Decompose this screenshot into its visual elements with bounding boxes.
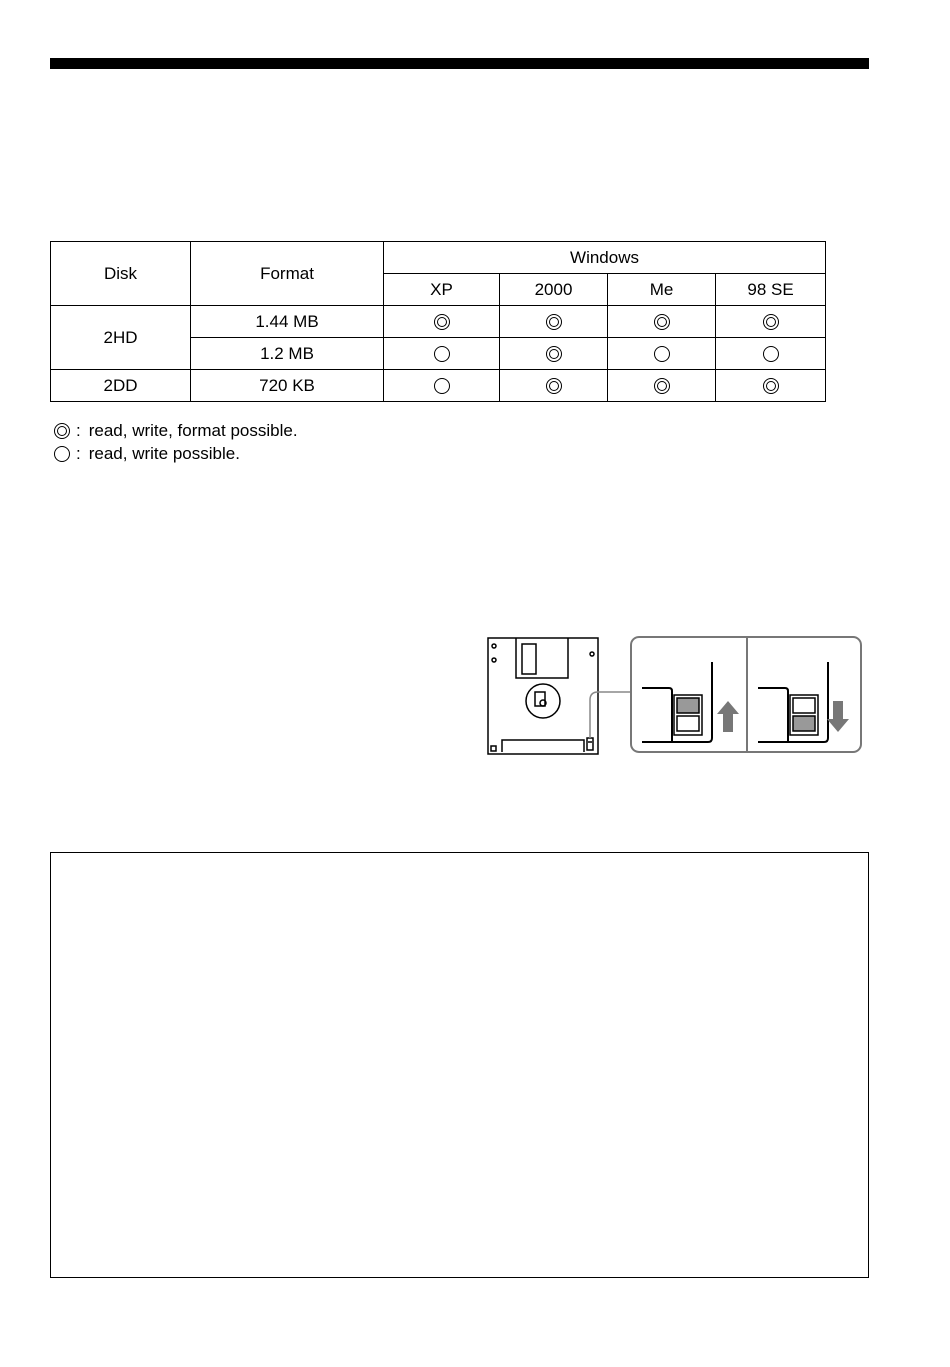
legend-colon: : <box>76 444 81 463</box>
support-cell <box>608 306 716 338</box>
double-circle-icon <box>434 314 450 330</box>
double-circle-icon <box>763 378 779 394</box>
circle-icon <box>434 378 450 394</box>
table-row <box>51 370 826 402</box>
support-cell <box>716 306 826 338</box>
double-circle-icon <box>763 314 779 330</box>
circle-icon <box>434 346 450 362</box>
support-cell <box>500 306 608 338</box>
double-circle-icon <box>546 346 562 362</box>
disk-cell: 2HD <box>51 306 191 370</box>
top-rule <box>50 58 869 69</box>
note-box <box>50 852 869 1278</box>
double-circle-icon <box>654 314 670 330</box>
double-circle-icon <box>54 423 70 439</box>
support-cell <box>384 306 500 338</box>
circle-icon <box>654 346 670 362</box>
header-os-98se: 98 SE <box>716 274 826 306</box>
header-disk: Disk <box>51 242 191 306</box>
double-circle-icon <box>654 378 670 394</box>
legend-rw-label: read, write possible. <box>88 444 240 463</box>
support-cell <box>716 338 826 370</box>
support-cell <box>500 338 608 370</box>
format-cell: 1.44 MB <box>191 306 384 338</box>
double-circle-icon <box>546 314 562 330</box>
support-cell <box>500 370 608 402</box>
write-protect-diagram <box>486 634 864 758</box>
support-cell <box>384 370 500 402</box>
disk-cell: 2DD <box>51 370 191 402</box>
format-cell: 720 KB <box>191 370 384 402</box>
circle-icon <box>54 446 70 462</box>
header-format: Format <box>191 242 384 306</box>
header-os-xp: XP <box>384 274 500 306</box>
format-cell: 1.2 MB <box>191 338 384 370</box>
support-cell <box>608 370 716 402</box>
legend-colon: : <box>76 421 81 440</box>
magnified-tab-panel <box>631 637 861 752</box>
support-cell <box>608 338 716 370</box>
support-cell <box>716 370 826 402</box>
header-windows: Windows <box>384 242 826 274</box>
circle-icon <box>763 346 779 362</box>
header-os-me: Me <box>608 274 716 306</box>
double-circle-icon <box>546 378 562 394</box>
table-row <box>51 306 826 338</box>
legend-full-label: read, write, format possible. <box>88 421 298 440</box>
legend-full <box>54 419 298 442</box>
legend-rw <box>54 442 298 465</box>
compatibility-table <box>50 241 826 402</box>
legend <box>54 419 298 465</box>
support-cell <box>384 338 500 370</box>
floppy-disk-icon <box>488 638 598 754</box>
header-os-2000: 2000 <box>500 274 608 306</box>
